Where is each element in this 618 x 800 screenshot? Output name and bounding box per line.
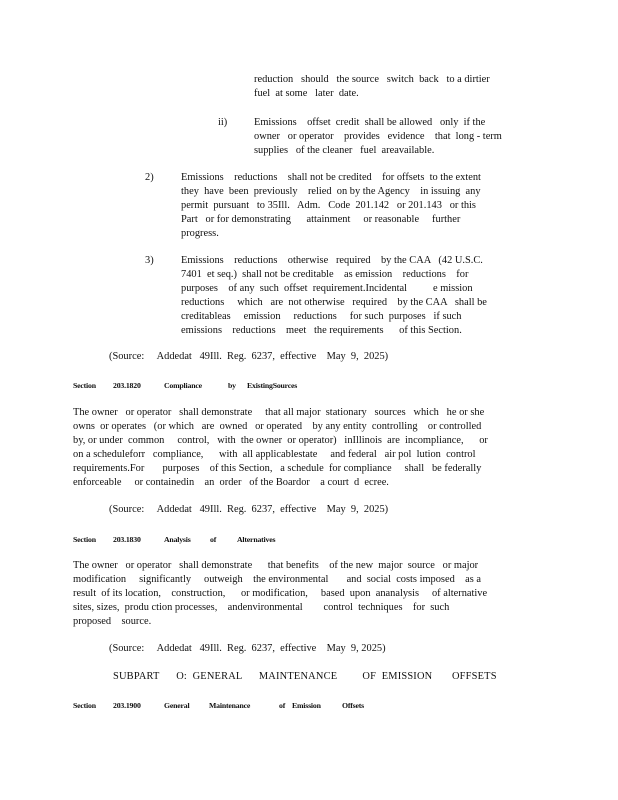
- section-title-part: Maintenance: [209, 701, 251, 710]
- text-line: reductions which are not otherwise required by the CAA shall be: [181, 297, 487, 308]
- section-title-part: ExistingSources: [247, 381, 298, 390]
- continuation-paragraph: [254, 73, 490, 101]
- source-note: (Source: Addedat 49Ill. Reg. 6237, effective May 9, 2025): [109, 504, 389, 515]
- section-heading-1900: [73, 701, 364, 782]
- section-1820-paragraph: [73, 406, 488, 490]
- text-line: proposed source.: [73, 616, 152, 627]
- section-title-part: Compliance: [164, 381, 202, 390]
- text-line: Emissions reductions shall not be credited for offsets to the extent: [181, 172, 481, 183]
- text-line: progress.: [181, 228, 219, 239]
- section-title-part: General: [164, 701, 190, 710]
- text-line: emissions reductions meet the requirements of this Section.: [181, 325, 462, 336]
- item-ii-text: [254, 116, 502, 158]
- text-line: The owner or operator shall demonstrate that benefits of the new major source or major: [73, 560, 479, 571]
- source-note: (Source: Addedat 49Ill. Reg. 6237, effective May 9, 2025): [109, 351, 389, 362]
- section-number: 203.1830: [113, 535, 141, 544]
- source-note: (Source: Addedat 49Ill. Reg. 6237, effective May 9, 2025): [109, 643, 386, 654]
- text-line: they have been previously relied on by the Agency in issuing any: [181, 186, 481, 197]
- section-title-part: Offsets: [342, 701, 364, 710]
- item-3-text: [181, 254, 487, 338]
- text-line: sites, sizes, produ ction processes, andenvironmental control techniques for such: [73, 602, 450, 613]
- text-line: creditableas emission reductions for such purposes if such: [181, 311, 462, 322]
- section-title-part: of: [279, 701, 286, 710]
- text-line: on a scheduleforr compliance, with all applicablestate and federal air pol lution control: [73, 449, 476, 460]
- text-line: by, or under common control, with the owner or operator) inIllinois are incompliance, or: [73, 435, 488, 446]
- text-line: purposes of any such offset requirement.Incidental e mission: [181, 283, 473, 294]
- section-word: Section: [73, 381, 96, 390]
- text-line: Emissions reductions otherwise required by the CAA (42 U.S.C.: [181, 255, 483, 266]
- text-line: owner or operator provides evidence that long - term: [254, 131, 502, 142]
- item-2-marker: 2): [145, 172, 154, 183]
- text-line: requirements.For purposes of this Section, a schedule for compliance shall be federally: [73, 463, 482, 474]
- text-line: supplies of the cleaner fuel areavailable.: [254, 145, 435, 156]
- text-line: enforceable or containedin an order of the Boardor a court d ecree.: [73, 477, 389, 488]
- text-line: 7401 et seq.) shall not be creditable as emission reductions for: [181, 269, 469, 280]
- text-line: modification significantly outweigh the environmental and social costs imposed as a: [73, 574, 482, 585]
- text-line: owns or operates (or which are owned or operated by any entity controlling or controlled: [73, 421, 482, 432]
- section-title-part: Alternatives: [237, 535, 276, 544]
- text-line: permit pursuant to 35Ill. Adm. Code 201.142 or 201.143 or this: [181, 200, 476, 211]
- text-line: Part or for demonstrating attainment or reasonable further: [181, 214, 461, 225]
- item-3-marker: 3): [145, 255, 154, 266]
- item-2-text: [181, 171, 481, 241]
- text-line: result of its location, construction, or modification, based upon ananalysis of alternative: [73, 588, 488, 599]
- section-title-part: Analysis: [164, 535, 191, 544]
- section-title-part: of: [210, 535, 217, 544]
- section-word: Section: [73, 535, 96, 544]
- section-title-part: Emission: [292, 701, 321, 710]
- item-ii-marker: ii): [218, 117, 228, 128]
- section-word: Section: [73, 701, 96, 710]
- text-line: The owner or operator shall demonstrate that all major stationary sources which he or she: [73, 407, 485, 418]
- section-number: 203.1820: [113, 381, 141, 390]
- text-line: reduction should the source switch back to a dirtier: [254, 74, 490, 85]
- text-line: fuel at some later date.: [254, 88, 359, 99]
- text-line: Emissions offset credit shall be allowed only if the: [254, 117, 486, 128]
- section-number: 203.1900: [113, 701, 141, 710]
- section-1830-paragraph: [73, 559, 487, 629]
- subpart-heading: SUBPART O: GENERAL MAINTENANCE OF EMISSION OFFSETS: [113, 671, 497, 682]
- section-title-part: by: [228, 381, 236, 390]
